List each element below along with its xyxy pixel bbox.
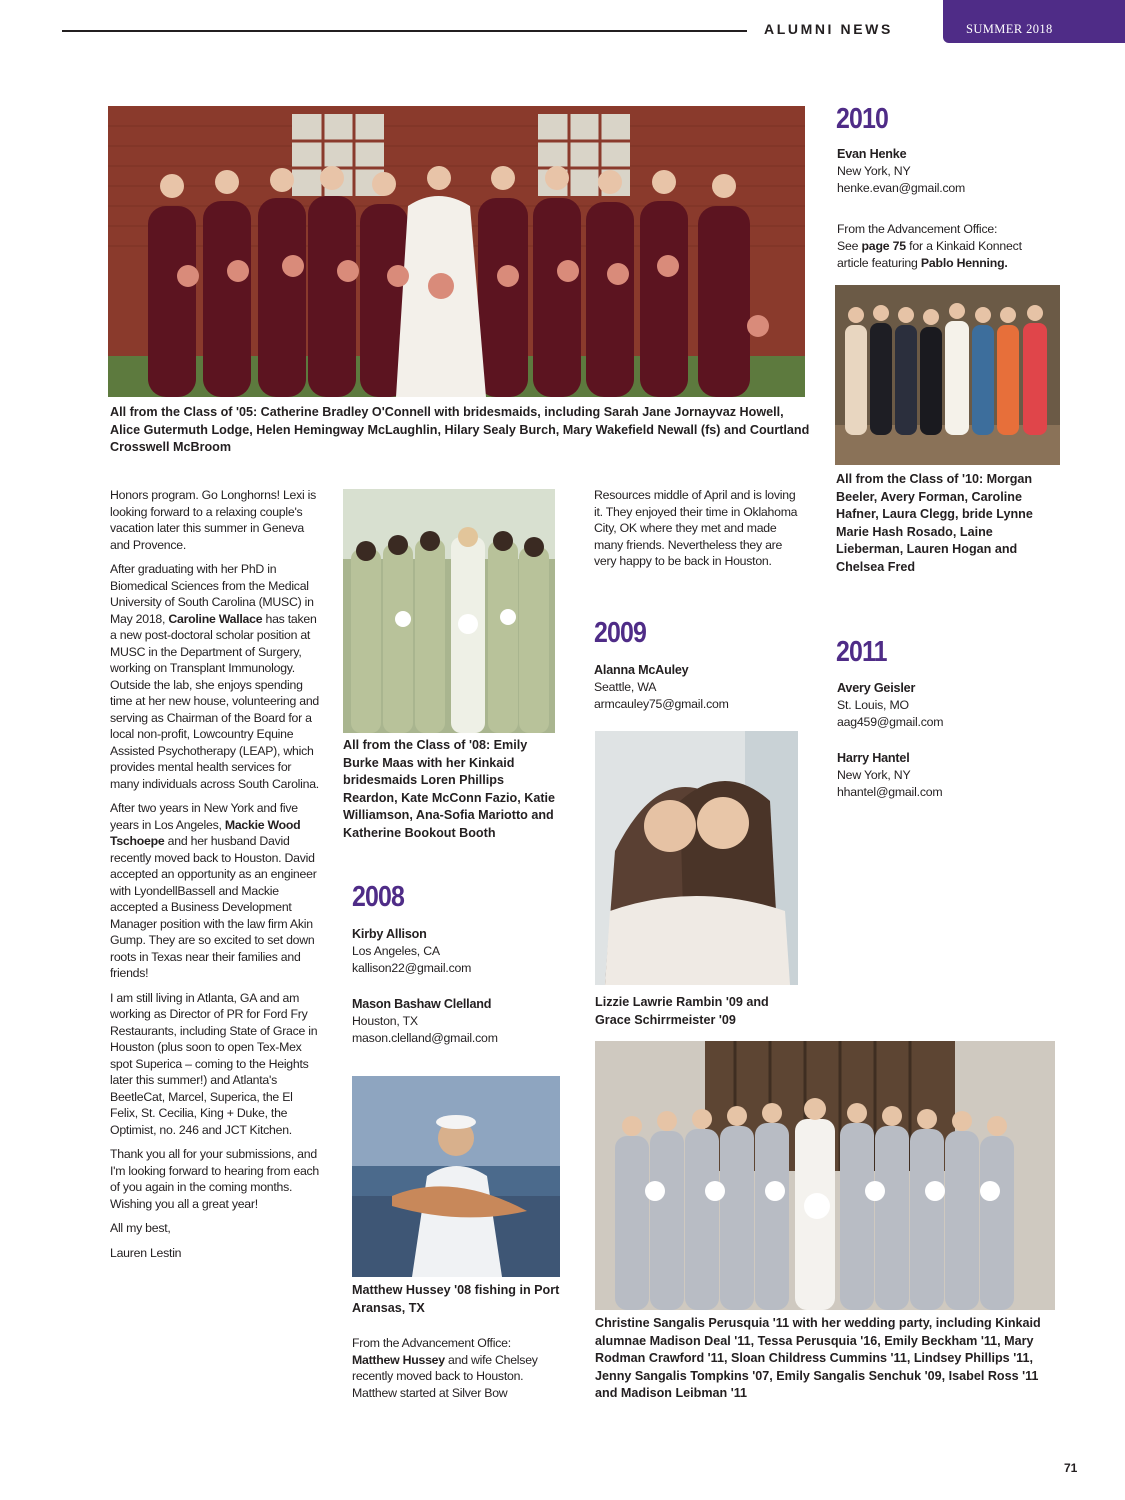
caption-class-08: All from the Class of '08: Emily Burke Maas with her Kinkaid bridesmaids Loren Phillips Reardon, Kate McConn Fazio, Katie Williamson, Ana-Sofia Mariotto and Katherine Bookout Booth [343,738,556,840]
name-mackie-wood-tschoepe: Mackie Wood Tschoepe [110,817,301,848]
year-heading-2009: 2009 [594,617,647,649]
entry-email: henke.evan@gmail.com [837,181,966,195]
entry-city: Houston, TX [352,1014,418,1028]
note-name: Pablo Henning. [920,256,1008,270]
note-see: See [837,239,859,253]
paragraph-sign-off: All my best, [110,1221,171,1235]
season-tab [943,0,1125,43]
entry-2011-harry-hantel [837,750,942,801]
advancement-note-2008 [352,1335,557,1401]
year-heading-2011: 2011 [836,636,887,668]
entry-name: Alanna McAuley [594,663,689,677]
season-label: SUMMER 2018 [966,22,1053,36]
paragraph-atlanta: I am still living in Atlanta, GA and am working as Director of PR for Ford Fry Restaurants, including State of Grace in Houston (plus soon to open Tex-Mex spot Superica – coming to the Heights later this summer!) and Atlanta's BeetleCat, Marcel, Superica, the El Felix, St. Cecilia, King + Duke, the Optimist, no. 246 and JCT Kitchen. [110,990,318,1137]
section-label: ALUMNI NEWS [764,21,893,37]
caption-matthew: Matthew Hussey '08 fishing in Port Aransas, TX [352,1283,560,1315]
photo-class-05-wedding [108,106,805,397]
note-page-ref: page 75 [861,239,906,253]
paragraph-caroline-wallace: After graduating with her PhD in Biomedical Sciences from the Medical University of South Carolina (MUSC) in May 2018, Caroline Wallace has taken a new post-doctoral scholar position at MUSC in the Department of Surgery, working on Transplant Immunology. Outside the lab, she enjoys spending time at her new house, volunteering and serving as Chairman of the Board for a local non-profit, Lowcountry Equine Assisted Psychotherapy (LEAP), which provides mental health services for many individuals across South Carolina. [110,562,320,791]
name-caroline-wallace: Caroline Wallace [168,611,263,626]
year-heading-2010: 2010 [836,103,889,135]
column-1-text [110,487,320,1269]
caption-class-05: All from the Class of '05: Catherine Bradley O'Connell with bridesmaids, including Sarah Jane Jornayvaz Howell, Alice Gutermuth Lodge, Helen Hemingway McLaughlin, Hilary Sealy Burch, Mary Wakefield Newall (fs) and Courtland Crosswell McBroom [110,405,810,454]
entry-email: armcauley75@gmail.com [594,697,729,711]
entry-name: Kirby Allison [352,927,427,941]
caption-lizzie: Lizzie Lawrie Rambin '09 and Grace Schirrmeister '09 [595,995,769,1027]
entry-2009-alanna-mcauley [594,662,729,713]
photo-class-11-wedding-party [595,1041,1055,1310]
entry-city: Los Angeles, CA [352,944,440,958]
entry-name: Evan Henke [837,147,907,161]
entry-email: kallison22@gmail.com [352,961,472,975]
paragraph-silver-bow: Resources middle of April and is loving it. They enjoyed their time in Oklahoma City, OK where they met and made many friends. Nevertheless they are very happy to be back in Houston. [594,488,798,568]
paragraph-mackie-wood: After two years in New York and five years in Los Angeles, Mackie Wood Tschoepe and her husband David recently moved back to Houston. David accepted an opportunity as an engineer with LyondellBassell and Mackie accepted a Business Development Manager position with the law firm Akin Gump. They are so excited to set down roots in Texas near their families and friends! [110,801,317,980]
entry-name: Avery Geisler [837,681,916,695]
photo-lizzie-and-grace [595,731,798,985]
note-intro: From the Advancement Office: [352,1336,511,1350]
note-intro: From the Advancement Office: [837,222,998,236]
photo-matthew-fishing [352,1076,560,1277]
entry-email: aag459@gmail.com [837,715,944,729]
entry-email: hhantel@gmail.com [837,785,943,799]
paragraph-thanks: Thank you all for your submissions, and I'm looking forward to hearing from each of you again in the coming months. Wishing you all a great year! [110,1147,320,1211]
entry-name: Mason Bashaw Clelland [352,997,492,1011]
entry-2010-evan-henke [837,146,965,197]
entry-2008-mason-clelland [352,996,498,1047]
page-number: 71 [1064,1461,1078,1475]
paragraph-longhorns: Honors program. Go Longhorns! Lexi is looking forward to a relaxing couple's vacation later this summer in Geneva and Provence. [110,488,317,552]
entry-name: Harry Hantel [837,751,910,765]
caption-class-10: All from the Class of '10: Morgan Beeler, Avery Forman, Caroline Hafner, Laura Clegg, bride Lynne Marie Hash Rosado, Laine Lieberman, Lauren Hogan and Chelsea Fred [836,472,1033,574]
column-3-text [594,487,802,578]
caption-class-11: Christine Sangalis Perusquia '11 with her wedding party, including Kinkaid alumnae Madison Deal '11, Tessa Perusquia '16, Emily Beckham '11, Mary Rodman Crawford '11, Sloan Childress Cummins '11, Lindsey Phillips '11, Jenny Sangalis Tompkins '07, Emily Sangalis Senchuk '09, Isabel Ross '11 and Madison Leibman '11 [595,1316,1041,1400]
year-heading-2008: 2008 [352,881,405,913]
entry-city: St. Louis, MO [837,698,909,712]
note-mid: for a Kinkaid Konnect article featuring [837,239,1022,270]
photo-class-08-bridesmaids [343,489,555,733]
paragraph-author: Lauren Lestin [110,1245,182,1260]
entry-city: New York, NY [837,164,911,178]
entry-city: Seattle, WA [594,680,657,694]
note-text: and wife Chelsey recently moved back to Houston. Matthew started at Silver Bow [352,1352,538,1400]
entry-email: mason.clelland@gmail.com [352,1031,498,1045]
advancement-note-2010 [837,221,1052,272]
entry-2011-avery-geisler [837,680,943,731]
entry-2008-kirby-allison [352,926,471,977]
entry-city: New York, NY [837,768,911,782]
photo-class-10-group [835,285,1060,465]
header-rule [62,30,747,32]
note-name-matthew-hussey: Matthew Hussey [352,1352,445,1367]
